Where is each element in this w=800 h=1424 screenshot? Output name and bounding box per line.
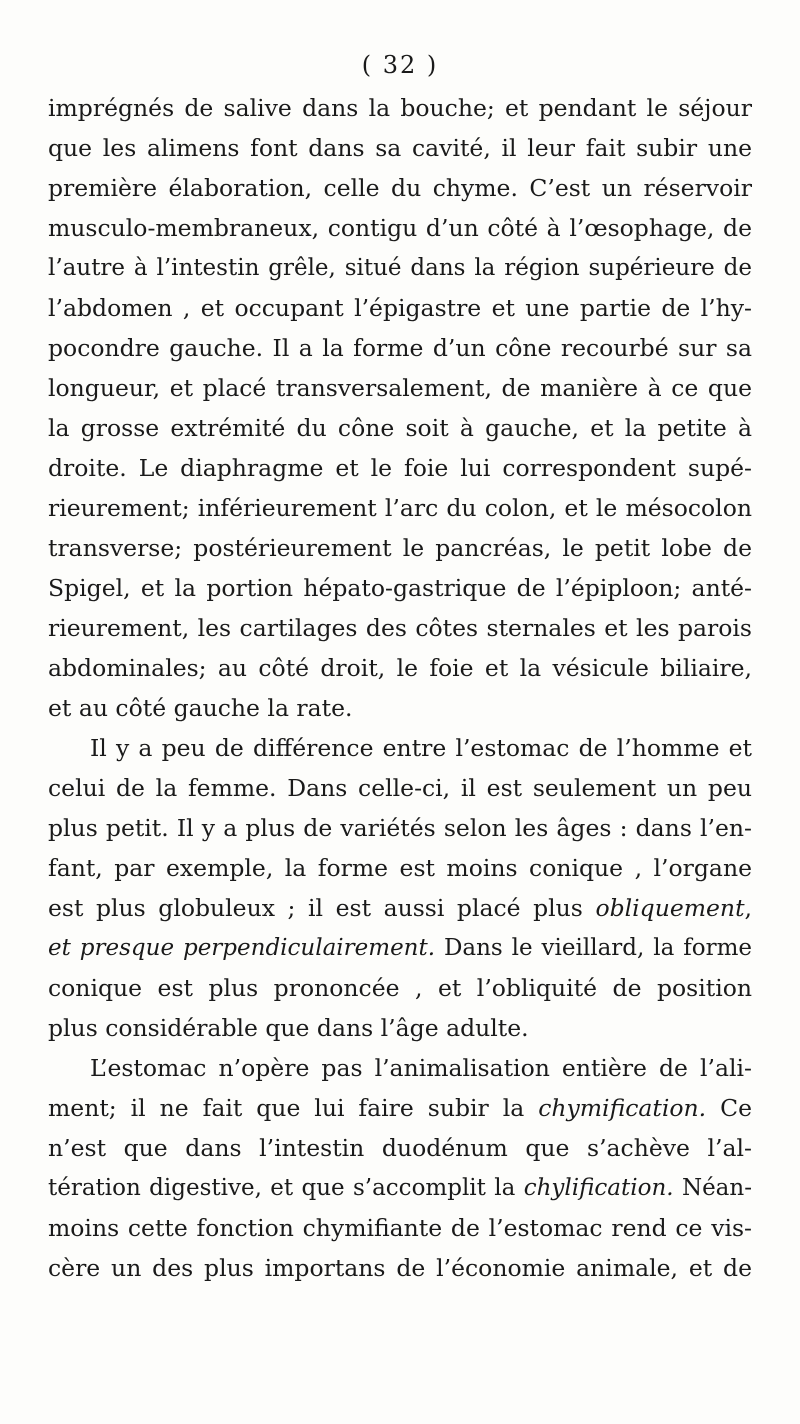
text-line: celui de la femme. Dans celle-ci, il est seulement un peu <box>48 774 752 802</box>
text-segment: tération digestive, et que s’accomplit la <box>48 1175 516 1201</box>
text-line: et au côté gauche la rate. <box>48 694 353 722</box>
italic-term: obliquement <box>595 894 745 922</box>
text-line: l’autre à l’intestin grêle, situé dans la région supérieure de <box>48 255 752 281</box>
text-line: plus considérable que dans l’âge adulte. <box>48 1014 529 1042</box>
text-segment: est plus globuleux ; il est aussi placé plus <box>48 894 583 922</box>
text-line: Spigel, et la portion hépato-gastrique de l’épiploon; anté- <box>48 574 752 602</box>
text-line: l’abdomen , et occupant l’épigastre et une partie de l’hy- <box>48 294 752 322</box>
text-segment: Néan- <box>673 1175 752 1201</box>
body-text <box>48 88 752 1288</box>
text-line: L’estomac n’opère pas l’animalisation entière de l’ali- <box>90 1054 752 1082</box>
text-segment: ment; il ne fait que lui faire subir la <box>48 1094 525 1122</box>
text-line: conique est plus prononcée , et l’obliquité de position <box>48 974 752 1002</box>
text-line <box>48 1088 752 1128</box>
text-line: que les alimens font dans sa cavité, il leur fait subir une <box>48 134 752 162</box>
text-line <box>48 1168 752 1208</box>
text-line: plus petit. Il y a plus de variétés selon les âges : dans l’en- <box>48 814 752 842</box>
text-segment: Ce <box>706 1094 752 1122</box>
text-line: cère un des plus importans de l’économie animale, et de <box>48 1254 752 1282</box>
text-line: droite. Le diaphragme et le foie lui correspondent supé- <box>48 454 752 482</box>
text-line: pocondre gauche. Il a la forme d’un cône recourbé sur sa <box>48 334 752 362</box>
italic-term: chymification. <box>538 1094 707 1122</box>
text-line: moins cette fonction chymifiante de l’estomac rend ce vis- <box>48 1214 752 1242</box>
text-line: première élaboration, celle du chyme. C’est un réservoir <box>48 174 752 202</box>
text-line: n’est que dans l’intestin duodénum que s’achève l’al- <box>48 1134 752 1162</box>
text-line: transverse; postérieurement le pancréas, le petit lobe de <box>48 534 752 562</box>
italic-term: et presque perpendiculairement. <box>48 935 436 961</box>
text-line <box>48 928 752 968</box>
text-line: Il y a peu de différence entre l’estomac de l’homme et <box>90 734 752 762</box>
text-line: la grosse extrémité du cône soit à gauche, et la petite à <box>48 414 752 442</box>
text-line: fant, par exemple, la forme est moins conique , l’organe <box>48 854 752 882</box>
text-line: rieurement, les cartilages des côtes sternales et les parois <box>48 614 752 642</box>
page-number: ( 32 ) <box>361 51 439 79</box>
text-line: longueur, et placé transversalement, de manière à ce que <box>48 374 752 402</box>
text-line: rieurement; inférieurement l’arc du colon, et le mésocolon <box>48 494 752 522</box>
text-segment: , <box>744 894 752 922</box>
text-line: musculo-membraneux, contigu d’un côté à l’œsophage, de <box>48 214 752 242</box>
text-line <box>48 888 752 928</box>
italic-term: chylification. <box>523 1175 674 1201</box>
text-line: imprégnés de salive dans la bouche; et pendant le séjour <box>48 94 752 122</box>
text-segment: Dans le vieillard, la forme <box>435 935 752 961</box>
text-line: abdominales; au côté droit, le foie et la vésicule biliaire, <box>48 654 752 682</box>
